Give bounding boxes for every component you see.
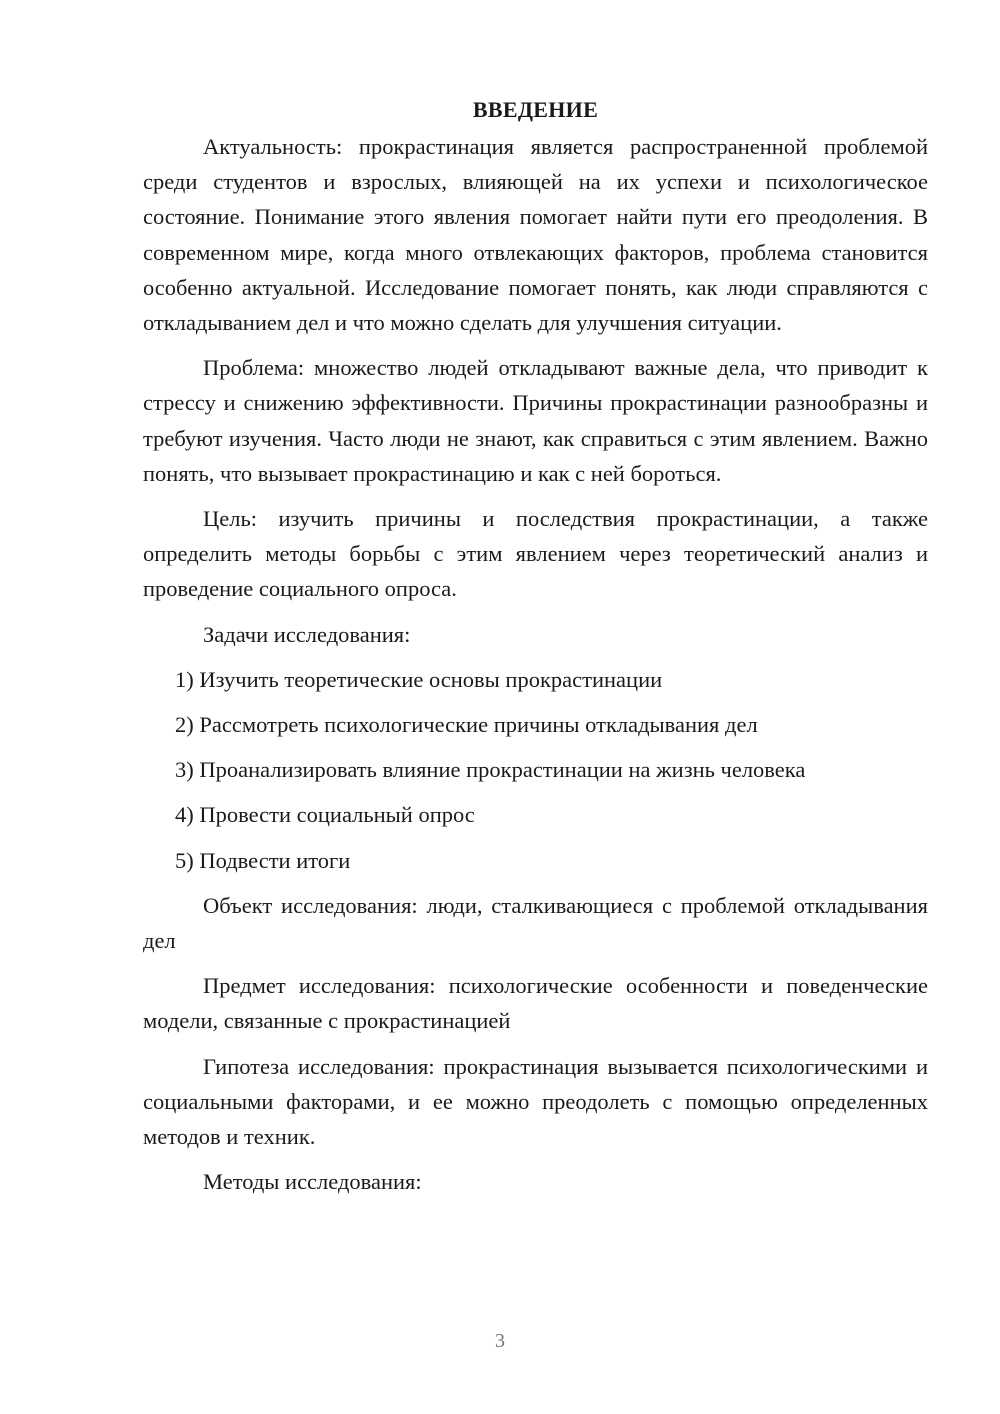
paragraph-goal: Цель: изучить причины и последствия прокрастинации, а также определить методы борьбы с этим явлением через теоретический анализ и проведение социального опроса.: [143, 506, 928, 602]
paragraph-hypothesis: Гипотеза исследования: прокрастинация вызывается психологическими и социальными факторами, и ее можно преодолеть с помощью определенных методов и техник.: [143, 1053, 928, 1150]
task-item: 1) Изучить теоретические основы прокрастинации: [175, 666, 663, 692]
tasks-list: [143, 662, 928, 878]
document-page: [143, 92, 928, 1209]
section-heading: ВВЕДЕНИЕ: [472, 97, 599, 122]
paragraph-object: Объект исследования: люди, сталкивающиеся с проблемой откладывания дел: [143, 892, 928, 954]
task-item: 2) Рассмотреть психологические причины откладывания дел: [175, 712, 758, 738]
paragraph-problem: Проблема: множество людей откладывают важные дела, что приводит к стрессу и снижению эффективности. Причины прокрастинации разнообразны и требуют изучения. Часто люди не знают, как справиться с этим явлением. Важно понять, что вызывает прокрастинацию и как с ней бороться.: [143, 355, 928, 486]
paragraph-methods-heading: Методы исследования:: [203, 1169, 422, 1195]
task-item: 4) Провести социальный опрос: [175, 802, 475, 828]
tasks-heading: Задачи исследования:: [203, 621, 411, 647]
task-item: 3) Проанализировать влияние прокрастинации на жизнь человека: [175, 757, 806, 783]
paragraph-subject: Предмет исследования: психологические особенности и поведенческие модели, связанные с прокрастинацией: [143, 973, 928, 1034]
paragraph-relevance: Актуальность: прокрастинация является распространенной проблемой среди студентов и взрослых, влияющей на их успехи и психологическое состояние. Понимание этого явления помогает найти пути его преодоления. В современном мире, когда много отвлекающих факторов, проблема становится особенно актуальной. Исследование помогает понять, как люди справляются с откладыванием дел и что можно сделать для улучшения ситуации.: [143, 134, 928, 336]
page-number: 3: [495, 1330, 505, 1352]
task-item: 5) Подвести итоги: [175, 847, 351, 873]
